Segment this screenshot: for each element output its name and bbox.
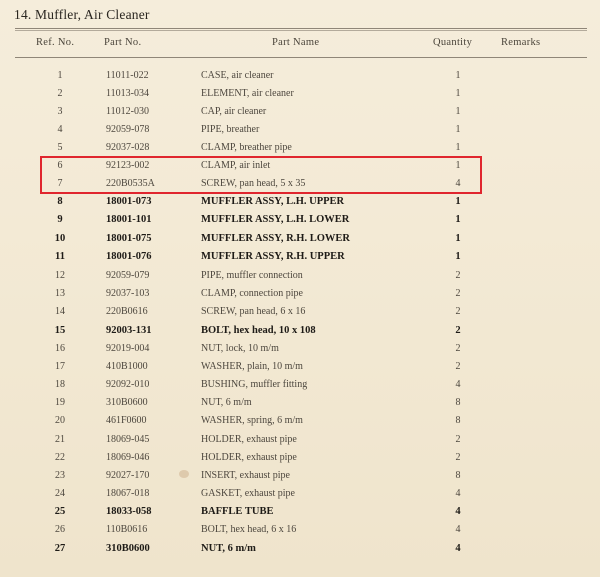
part-no-cell: 18001-073: [106, 196, 152, 207]
part-name-cell: MUFFLER ASSY, R.H. UPPER: [201, 251, 345, 262]
part-name-cell: CLAMP, breather pipe: [201, 142, 292, 153]
quantity-cell: 4: [455, 524, 461, 535]
part-name-cell: ELEMENT, air cleaner: [201, 88, 294, 99]
ref-no-cell: 26: [55, 524, 65, 535]
table-row: [0, 415, 600, 433]
part-no-cell: 18001-076: [106, 251, 152, 262]
quantity-cell: 2: [455, 343, 461, 354]
ref-no-cell: 22: [55, 452, 65, 463]
part-name-cell: BOLT, hex head, 10 x 108: [201, 325, 316, 336]
part-no-cell: 110B0616: [106, 524, 148, 535]
table-row: [0, 196, 600, 214]
part-no-cell: 11012-030: [106, 106, 149, 117]
ref-no-cell: 13: [55, 288, 65, 299]
part-name-cell: NUT, 6 m/m: [201, 397, 252, 408]
part-no-cell: 92027-170: [106, 470, 150, 481]
part-name-cell: GASKET, exhaust pipe: [201, 488, 295, 499]
quantity-cell: 8: [455, 397, 461, 408]
header-top-rule: [15, 28, 587, 29]
part-no-cell: 11011-022: [106, 70, 149, 81]
table-row: [0, 233, 600, 251]
paper-smudge: [179, 470, 189, 478]
quantity-cell: 1: [455, 196, 461, 207]
part-no-cell: 92059-079: [106, 270, 150, 281]
part-no-cell: 18069-046: [106, 452, 150, 463]
table-row: [0, 524, 600, 542]
table-row: [0, 452, 600, 470]
quantity-cell: 2: [455, 452, 461, 463]
part-name-cell: MUFFLER ASSY, L.H. LOWER: [201, 214, 350, 225]
part-no-cell: 92059-078: [106, 124, 150, 135]
table-row: [0, 70, 600, 88]
part-name-cell: BAFFLE TUBE: [201, 506, 274, 517]
quantity-cell: 1: [455, 88, 461, 99]
table-row: [0, 124, 600, 142]
ref-no-cell: 21: [55, 434, 65, 445]
ref-no-cell: 25: [54, 506, 66, 517]
part-no-cell: 11013-034: [106, 88, 149, 99]
ref-no-cell: 7: [57, 178, 63, 189]
part-no-cell: 92037-103: [106, 288, 150, 299]
table-row: [0, 470, 600, 488]
table-row: [0, 434, 600, 452]
part-no-cell: 92003-131: [106, 325, 152, 336]
part-name-cell: HOLDER, exhaust pipe: [201, 434, 297, 445]
table-row: [0, 343, 600, 361]
part-no-cell: 18001-075: [106, 233, 152, 244]
quantity-cell: 2: [455, 270, 461, 281]
table-row: [0, 506, 600, 524]
ref-no-cell: 3: [57, 106, 63, 117]
part-name-cell: MUFFLER ASSY, L.H. UPPER: [201, 196, 345, 207]
ref-no-cell: 1: [57, 70, 63, 81]
part-name-cell: MUFFLER ASSY, R.H. LOWER: [201, 233, 350, 244]
header-ref-no: Ref. No.: [36, 37, 75, 48]
part-no-cell: 92019-004: [106, 343, 150, 354]
ref-no-cell: 27: [54, 543, 66, 554]
quantity-cell: 1: [455, 142, 461, 153]
part-name-cell: PIPE, muffler connection: [201, 270, 303, 281]
section-title: 14. Muffler, Air Cleaner: [14, 7, 150, 22]
quantity-cell: 2: [455, 434, 461, 445]
part-no-cell: 220B0616: [106, 306, 148, 317]
table-row: [0, 251, 600, 269]
part-no-cell: 18069-045: [106, 434, 150, 445]
part-name-cell: WASHER, plain, 10 m/m: [201, 361, 303, 372]
ref-no-cell: 14: [55, 306, 65, 317]
part-name-cell: CLAMP, air inlet: [201, 160, 271, 171]
quantity-cell: 1: [455, 214, 461, 225]
quantity-cell: 1: [455, 106, 461, 117]
quantity-cell: 1: [455, 233, 461, 244]
ref-no-cell: 19: [55, 397, 65, 408]
ref-no-cell: 17: [55, 361, 65, 372]
ref-no-cell: 20: [55, 415, 65, 426]
part-name-cell: BUSHING, muffler fitting: [201, 379, 308, 390]
ref-no-cell: 18: [55, 379, 65, 390]
header-part-no: Part No.: [104, 37, 142, 48]
header-bottom-rule: [15, 57, 587, 58]
part-no-cell: 18001-101: [106, 214, 152, 225]
quantity-cell: 1: [455, 70, 461, 81]
part-name-cell: NUT, 6 m/m: [201, 543, 256, 554]
table-row: [0, 325, 600, 343]
table-row: [0, 488, 600, 506]
ref-no-cell: 23: [55, 470, 65, 481]
header-quantity: Quantity: [433, 37, 473, 48]
part-name-cell: NUT, lock, 10 m/m: [201, 343, 279, 354]
quantity-cell: 1: [455, 124, 461, 135]
part-no-cell: 92037-028: [106, 142, 150, 153]
quantity-cell: 1: [455, 251, 461, 262]
part-name-cell: WASHER, spring, 6 m/m: [201, 415, 303, 426]
part-name-cell: CAP, air cleaner: [201, 106, 267, 117]
header-top-rule-2: [15, 30, 587, 31]
part-name-cell: SCREW, pan head, 6 x 16: [201, 306, 306, 317]
table-row: [0, 361, 600, 379]
quantity-cell: 4: [455, 488, 461, 499]
table-row: [0, 306, 600, 324]
part-name-cell: INSERT, exhaust pipe: [201, 470, 290, 481]
quantity-cell: 2: [455, 288, 461, 299]
ref-no-cell: 8: [57, 196, 63, 207]
part-no-cell: 18033-058: [106, 506, 152, 517]
ref-no-cell: 2: [57, 88, 63, 99]
part-no-cell: 220B0535A: [106, 178, 155, 189]
part-no-cell: 92123-002: [106, 160, 150, 171]
part-name-cell: HOLDER, exhaust pipe: [201, 452, 297, 463]
quantity-cell: 4: [455, 178, 461, 189]
table-row: [0, 214, 600, 232]
ref-no-cell: 10: [54, 233, 66, 244]
quantity-cell: 8: [455, 470, 461, 481]
table-row: [0, 88, 600, 106]
ref-no-cell: 12: [55, 270, 65, 281]
part-name-cell: SCREW, pan head, 5 x 35: [201, 178, 306, 189]
ref-no-cell: 24: [55, 488, 65, 499]
part-name-cell: BOLT, hex head, 6 x 16: [201, 524, 297, 535]
table-row: [0, 397, 600, 415]
header-remarks: Remarks: [501, 37, 541, 48]
part-no-cell: 410B1000: [106, 361, 148, 372]
part-no-cell: 461F0600: [106, 415, 147, 426]
part-no-cell: 310B0600: [106, 397, 148, 408]
quantity-cell: 2: [455, 306, 461, 317]
table-row: [0, 270, 600, 288]
ref-no-cell: 11: [55, 251, 65, 262]
part-no-cell: 92092-010: [106, 379, 150, 390]
part-no-cell: 18067-018: [106, 488, 150, 499]
quantity-cell: 1: [455, 160, 461, 171]
header-part-name: Part Name: [272, 37, 320, 48]
quantity-cell: 4: [455, 379, 461, 390]
ref-no-cell: 4: [57, 124, 63, 135]
table-row: [0, 288, 600, 306]
table-row: [0, 106, 600, 124]
ref-no-cell: 9: [57, 214, 63, 225]
quantity-cell: 2: [455, 361, 461, 372]
highlight-box: [40, 156, 482, 194]
ref-no-cell: 16: [55, 343, 65, 354]
part-name-cell: PIPE, breather: [201, 124, 260, 135]
part-no-cell: 310B0600: [106, 543, 150, 554]
quantity-cell: 4: [455, 543, 461, 554]
ref-no-cell: 15: [54, 325, 66, 336]
quantity-cell: 4: [455, 506, 461, 517]
ref-no-cell: 5: [57, 142, 63, 153]
table-row: [0, 379, 600, 397]
quantity-cell: 2: [455, 325, 461, 336]
quantity-cell: 8: [455, 415, 461, 426]
part-name-cell: CLAMP, connection pipe: [201, 288, 303, 299]
table-row: [0, 543, 600, 561]
part-name-cell: CASE, air cleaner: [201, 70, 274, 81]
ref-no-cell: 6: [57, 160, 63, 171]
